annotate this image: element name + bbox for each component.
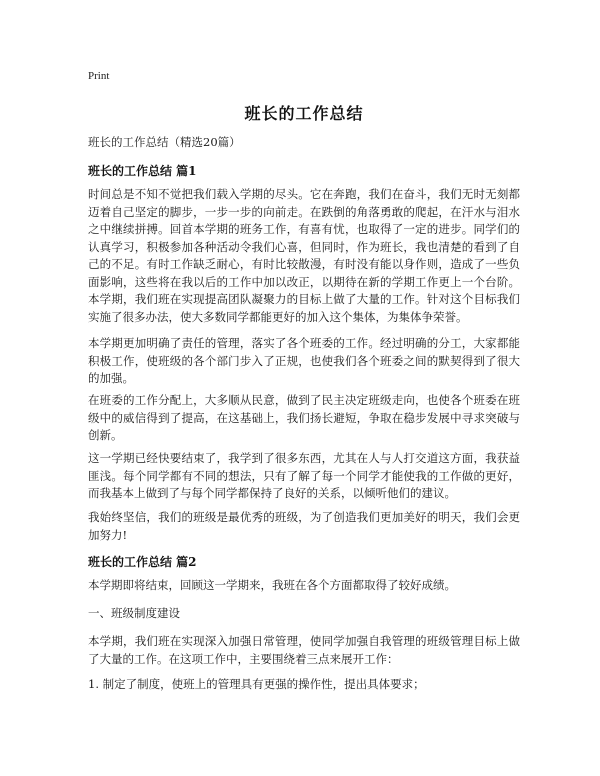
list-item: 1. 制定了制度，使班上的管理具有更强的操作性，提出具体要求； <box>88 677 425 691</box>
print-label[interactable]: Print <box>88 70 110 82</box>
paragraph: 在班委的工作分配上，大多顺从民意，做到了民主决定班级走向，也使各个班委在班级中的威信得到了提高，在这基础上，我们扬长避短，争取在稳步发展中寻求突破与创新。 <box>88 393 520 442</box>
paragraph: 一、班级制度建设 <box>88 606 180 620</box>
paragraph: 本学期更加明确了责任的管理，落实了各个班委的工作。经过明确的分工，大家都能积极工作，使班级的各个部门步入了正规，也使我们各个班委之间的默契得到了很大的加强。 <box>88 336 520 385</box>
section-heading-1: 班长的工作总结 篇1 <box>88 164 197 178</box>
document-subtitle: 班长的工作总结（精选20篇） <box>88 135 241 149</box>
paragraph: 这一学期已经快要结束了，我学到了很多东西，尤其在人与人打交道这方面，我获益匪浅。每个同学都有不同的想法，只有了解了每一个同学才能使我的工作做的更好，而我基本上做到了与每个同学都保持了良好的关系，以倾听他们的建议。 <box>88 451 520 500</box>
paragraph: 我始终坚信，我们的班级是最优秀的班级，为了创造我们更加美好的明天，我们会更加努力! <box>88 510 520 542</box>
section-heading-2: 班长的工作总结 篇2 <box>88 555 197 569</box>
paragraph: 时间总是不知不觉把我们载入学期的尽头。它在奔跑，我们在奋斗，我们无时无刻都迈着自己坚定的脚步，一步一步的向前走。在跌倒的角落勇敢的爬起，在汗水与泪水之中继续拼搏。回首本学期的班务工作，有喜有忧，也取得了一定的进步。同学们的认真学习，积极参加各种活动令我们心喜，但同时，作为班长，我也清楚的看到了自己的不足。有时工作缺乏耐心，有时比较散漫，有时没有能以身作则，造成了一些负面影响，这些将在我以后的工作中加以改正，以期待在新的学期工作更上一个台阶。本学期，我们班在实现提高团队凝聚力的目标上做了大量的工作。针对这个目标我们实施了很多办法，使大多数同学都能更好的加入这个集体，为集体争荣誉。 <box>88 187 520 324</box>
document-title: 班长的工作总结 <box>244 104 364 123</box>
paragraph: 本学期即将结束，回顾这一学期来，我班在各个方面都取得了较好成绩。 <box>88 578 456 592</box>
paragraph: 本学期，我们班在实现深入加强日常管理，使同学加强自我管理的班级管理目标上做了大量的工作。在这项工作中，主要围绕着三点来展开工作： <box>88 634 520 666</box>
